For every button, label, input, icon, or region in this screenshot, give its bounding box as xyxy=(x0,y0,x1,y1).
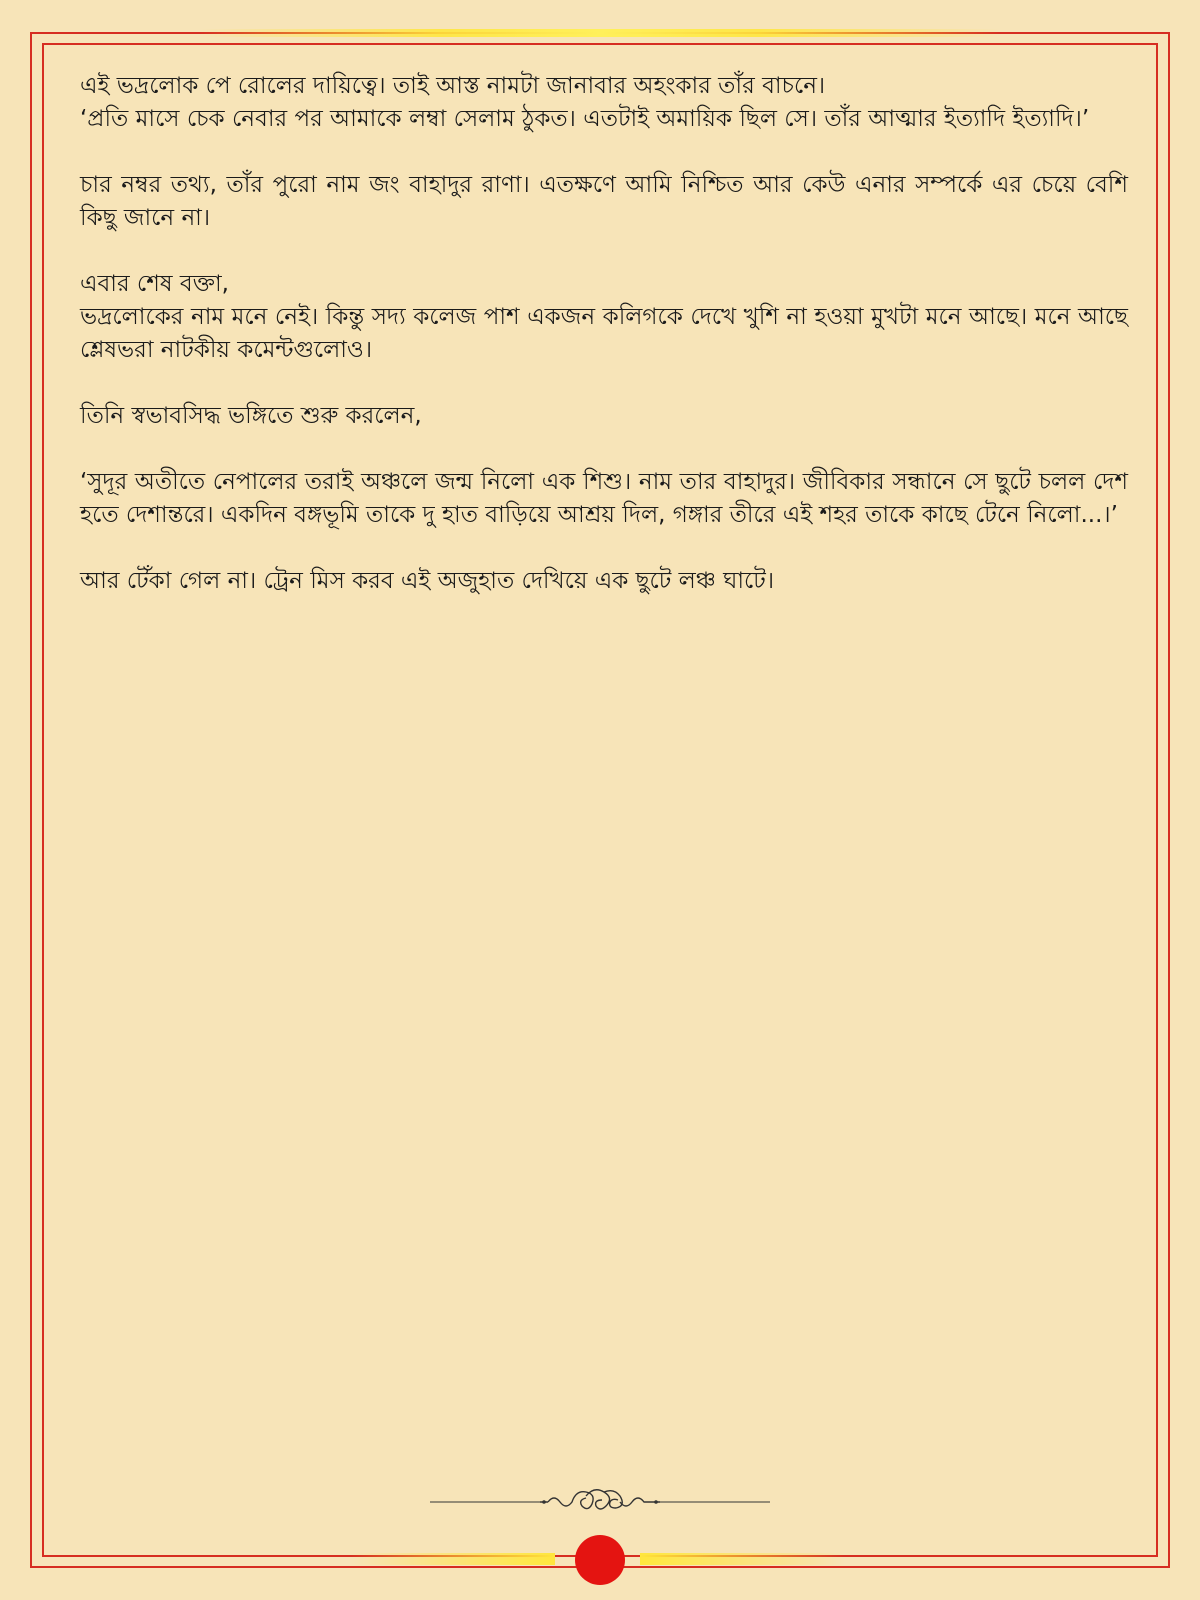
paragraph: এই ভদ্রলোক পে রোলের দায়িত্বে। তাই আস্ত নামটা জানাবার অহংকার তাঁর বাচনে। xyxy=(80,73,826,99)
story-text xyxy=(80,70,1128,631)
paragraph: ‘প্রতি মাসে চেক নেবার পর আমাকে লম্বা সেলাম ঠুকত। এতটাই অমায়িক ছিল সে। তাঁর আত্মার ইত্যাদি ইত্যাদি।’ xyxy=(80,106,1090,132)
red-dot-icon xyxy=(575,1535,625,1585)
paragraph: ভদ্রলোকের নাম মনে নেই। কিন্তু সদ্য কলেজ পাশ একজন কলিগকে দেখে খুশি না হওয়া মুখটা মনে আছে। মনে আছে শ্লেষভরা নাটকীয় কমেন্টগুলোও। xyxy=(80,304,1128,363)
bottom-border-glow-left xyxy=(350,1553,555,1565)
flourish-divider-icon xyxy=(430,1482,770,1522)
bottom-border-glow-right xyxy=(640,1553,845,1565)
paragraph: ‘সুদূর অতীতে নেপালের তরাই অঞ্চলে জন্ম নিলো এক শিশু। নাম তার বাহাদুর। জীবিকার সন্ধানে সে ছুটে চলল দেশ হতে দেশান্তরে। একদিন বঙ্গভূমি তাকে দু হাত বাড়িয়ে আশ্রয় দিল, গঙ্গার তীরে এই শহর তাকে কাছে টেনে নিলো...।’ xyxy=(80,469,1128,528)
paragraph: আর টেঁকা গেল না। ট্রেন মিস করব এই অজুহাত দেখিয়ে এক ছুটে লঞ্চ ঘাটে। xyxy=(80,568,775,594)
paragraph: তিনি স্বভাবসিদ্ধ ভঙ্গিতে শুরু করলেন, xyxy=(80,403,422,429)
paragraph: চার নম্বর তথ্য, তাঁর পুরো নাম জং বাহাদুর রাণা। এতক্ষণে আমি নিশ্চিত আর কেউ এনার সম্পর্কে এর চেয়ে বেশি কিছু জানে না। xyxy=(80,172,1128,231)
paragraph: এবার শেষ বক্তা, xyxy=(80,271,229,297)
top-border-glow xyxy=(200,29,1000,37)
